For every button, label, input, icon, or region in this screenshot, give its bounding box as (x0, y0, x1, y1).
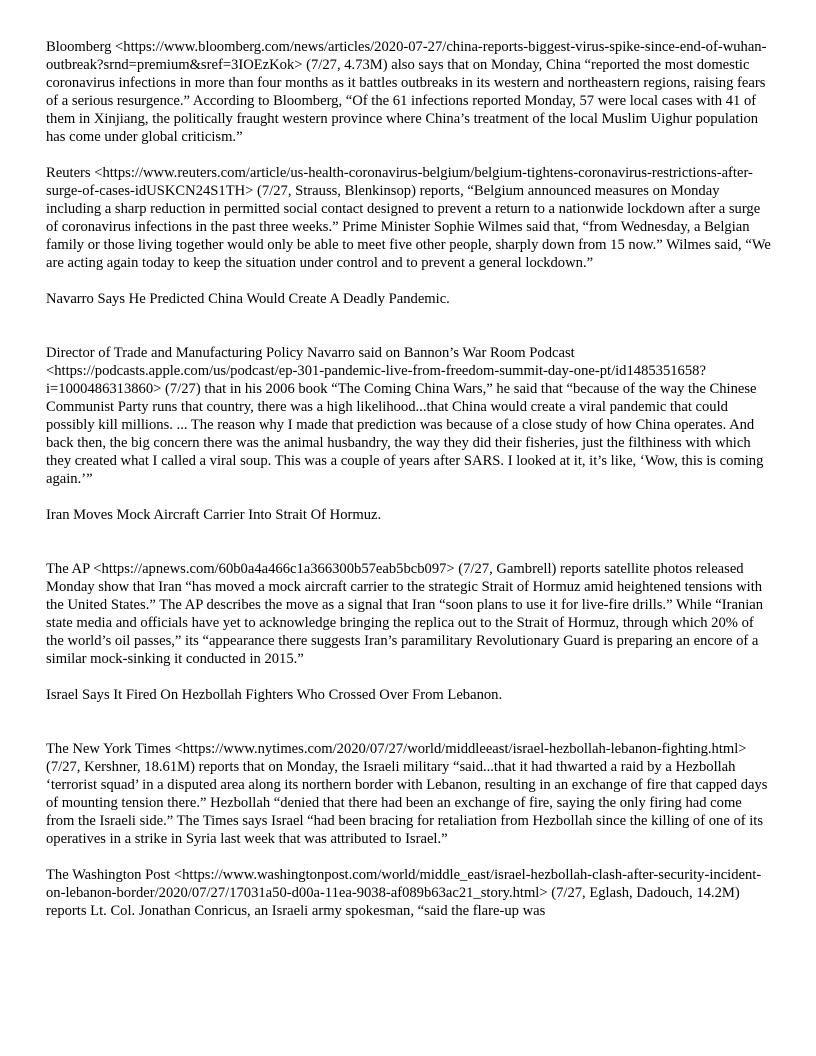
paragraph-ap-iran: The AP <https://apnews.com/60b0a4a466c1a366300b57eab5bcb097> (7/27, Gambrell) reports satellite photos released Monday show that Iran “has moved a mock aircraft carrier to the strategic Strait of Hormuz amid heightened tensions with the United States.” The AP describes the move as a signal that Iran “soon plans to use it for live-fire drills.” While “Iranian state media and officials have yet to acknowledge bringing the replica out to the Strait of Hormuz, through which 20% of the world’s oil passes,” its “appearance there suggests Iran’s paramilitary Revolutionary Guard is preparing an encore of a similar mock-sinking it conducted in 2015.” (46, 561, 764, 667)
paragraph-navarro-podcast: Director of Trade and Manufacturing Policy Navarro said on Bannon’s War Room Podcast <https://podcasts.apple.com/us/podcast/ep-301-pandemic-live-from-freedom-summit-day-one-pt/id1485351658?i=1000486313860> (7/27) that in his 2006 book “The Coming China Wars,” he said that “because of the way the Chinese Communist Party runs that country, there was a high likelihood...that China would create a viral pandemic that could possibly kill millions. ... The reason why I made that prediction was because of a close study of how China operates. And back then, the big concern there was the animal husbandry, the way they did their fisheries, just the filthiness with which they created what I called a viral soup. This was a couple of years after SARS. I looked at it, it’s like, ‘Wow, this is coming again.’” (46, 345, 764, 487)
headline-iran: Iran Moves Mock Aircraft Carrier Into Strait Of Hormuz. (46, 507, 382, 523)
headline-navarro: Navarro Says He Predicted China Would Create A Deadly Pandemic. (46, 291, 450, 307)
paragraph-bloomberg-china: Bloomberg <https://www.bloomberg.com/news/articles/2020-07-27/china-reports-biggest-virus-spike-since-end-of-wuhan-outbreak?srnd=premium&sref=3IOEzKok> (7/27, 4.73M) also says that on Monday, China “reported the most domestic coronavirus infections in more than four months as it battles outbreaks in its western and northeastern regions, raising fears of a serious resurgence.” According to Bloomberg, “Of the 61 infections reported Monday, 57 were local cases with 41 of them in Xinjiang, the politically fraught western province where China’s treatment of the local Muslim Uighur population has come under global criticism.” (46, 39, 767, 145)
paragraph-wapo-israel: The Washington Post <https://www.washingtonpost.com/world/middle_east/israel-hezbollah-clash-after-security-incident-on-lebanon-border/2020/07/27/17031a50-d00a-11ea-9038-af089b63ac21_story.html> (7/27, Eglash, Dadouch, 14.2M) reports Lt. Col. Jonathan Conricus, an Israeli army spokesman, “said the flare-up was (46, 867, 762, 919)
paragraph-reuters-belgium: Reuters <https://www.reuters.com/article/us-health-coronavirus-belgium/belgium-tightens-coronavirus-restrictions-after-surge-of-cases-idUSKCN24S1TH> (7/27, Strauss, Blenkinsop) reports, “Belgium announced measures on Monday including a sharp reduction in permitted social contact designed to prevent a return to a nationwide lockdown after a surge of coronavirus infections in the past three weeks.” Prime Minister Sophie Wilmes said that, “from Wednesday, a Belgian family or those living together would only be able to meet five other people, sharply down from 15 now.” Wilmes said, “We are acting again today to keep the situation under control and to prevent a general lockdown.” (46, 165, 771, 271)
headline-israel: Israel Says It Fired On Hezbollah Fighters Who Crossed Over From Lebanon. (46, 687, 503, 703)
paragraph-nyt-israel: The New York Times <https://www.nytimes.com/2020/07/27/world/middleeast/israel-hezbollah-lebanon-fighting.html> (7/27, Kershner, 18.61M) reports that on Monday, the Israeli military “said...that it had thwarted a raid by a Hezbollah ‘terrorist squad’ in a disputed area along its northern border with Lebanon, resulting in an exchange of fire that capped days of mounting tension there.” Hezbollah “denied that there had been an exchange of fire, saying the only firing had come from the Israeli side.” The Times says Israel “had been bracing for retaliation from Hezbollah since the killing of one of its operatives in a strike in Syria last week that was attributed to Israel.” (46, 741, 768, 847)
